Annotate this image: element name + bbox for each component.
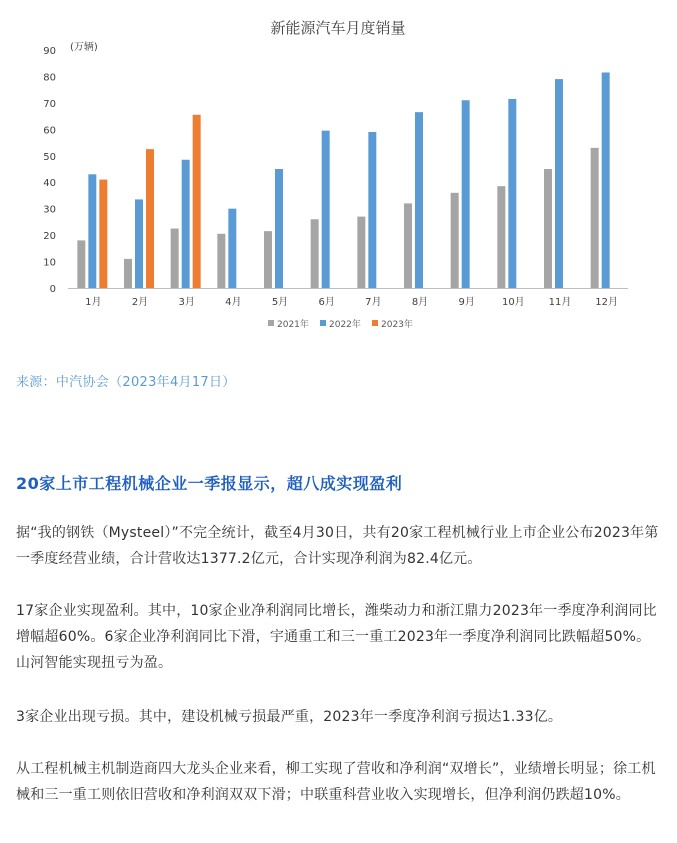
bar-2022年-12月 (602, 72, 610, 288)
x-tick-label: 11月 (548, 297, 572, 308)
article-paragraph-1: 据“我的钢铁（Mysteel）”不完全统计，截至4月30日，共有20家工程机械行业上市企业公布2023年第一季度经营业绩，合计营收达1377.2亿元，合计实现净利润为82.4亿元。 (16, 525, 659, 567)
legend-label: 2022年 (329, 320, 361, 330)
bar-2022年-9月 (462, 100, 470, 288)
x-tick-label: 1月 (85, 297, 102, 308)
bar-2022年-4月 (228, 209, 236, 288)
y-tick-label: 50 (43, 151, 56, 163)
bar-2021年-7月 (357, 217, 365, 288)
x-tick-label: 4月 (225, 297, 242, 308)
x-tick-label: 10月 (501, 297, 525, 308)
sales-bar-chart (0, 0, 677, 345)
bar-2022年-1月 (88, 174, 96, 288)
article-paragraph-2: 17家企业实现盈利。其中，10家企业净利润同比增长，潍柴动力和浙江鼎力2023年一季度净利润同比增幅超60%。6家企业净利润同比下滑，宇通重工和三一重工2023年一季度净利润同比跌幅超50%。山河智能实现扭亏为盈。 (16, 603, 657, 671)
chart-container (0, 0, 677, 345)
article-paragraph-4: 从工程机械主机制造商四大龙头企业来看，柳工实现了营收和净利润“双增长”，业绩增长明显；徐工机械和三一重工则依旧营收和净利润双双下滑；中联重科营业收入实现增长，但净利润仍跌超10%。 (16, 761, 656, 803)
y-tick-label: 30 (43, 204, 56, 216)
legend-label: 2023年 (381, 320, 413, 330)
legend-label: 2021年 (277, 320, 309, 330)
legend-swatch-2022年 (320, 320, 326, 326)
bar-2021年-4月 (217, 234, 225, 288)
bar-2021年-3月 (171, 229, 179, 289)
y-tick-label: 40 (43, 178, 56, 190)
x-tick-label: 12月 (595, 297, 619, 308)
x-tick-label: 2月 (131, 297, 149, 308)
bar-2021年-9月 (451, 193, 459, 288)
y-tick-label: 0 (49, 284, 56, 295)
x-tick-label: 7月 (365, 297, 382, 308)
bar-2021年-12月 (591, 148, 599, 288)
y-tick-label: 70 (43, 98, 56, 110)
legend-swatch-2021年 (268, 320, 274, 326)
article-headline: 20家上市工程机械企业一季报显示，超八成实现盈利 (16, 474, 403, 493)
bar-2022年-10月 (508, 99, 516, 288)
bar-2021年-8月 (404, 203, 412, 288)
y-tick-label: 20 (43, 231, 56, 243)
bar-2021年-11月 (544, 169, 552, 288)
bar-2022年-3月 (182, 160, 190, 288)
x-tick-label: 6月 (318, 297, 335, 308)
chart-title: 新能源汽车月度销量 (270, 19, 406, 37)
article-paragraph-3: 3家企业出现亏损。其中，建设机械亏损最严重，2023年一季度净利润亏损达1.33亿。 (16, 709, 563, 725)
bar-2021年-6月 (311, 219, 319, 288)
bar-2023年-2月 (146, 149, 154, 288)
bar-2022年-7月 (368, 132, 376, 288)
x-tick-label: 8月 (411, 297, 429, 308)
bar-2021年-2月 (124, 259, 132, 288)
y-tick-label: 80 (43, 72, 56, 84)
bar-2022年-6月 (322, 131, 330, 288)
bar-2023年-1月 (99, 180, 107, 288)
y-tick-label: 60 (43, 125, 56, 137)
bar-2022年-8月 (415, 112, 423, 288)
x-tick-label: 9月 (458, 297, 475, 308)
y-tick-label: 10 (43, 257, 56, 269)
bar-2021年-1月 (77, 240, 85, 288)
bar-2022年-2月 (135, 199, 143, 288)
legend-swatch-2023年 (372, 320, 378, 326)
bar-2021年-5月 (264, 231, 272, 288)
source-caption: 来源：中汽协会（2023年4月17日） (16, 375, 236, 390)
y-unit-label: (万辆) (70, 42, 98, 53)
y-tick-label: 90 (43, 46, 56, 57)
x-tick-label: 5月 (271, 297, 289, 308)
bar-2021年-10月 (497, 186, 505, 288)
x-tick-label: 3月 (178, 297, 195, 308)
bar-2022年-11月 (555, 79, 563, 288)
bar-2022年-5月 (275, 169, 283, 288)
bar-2023年-3月 (193, 115, 201, 288)
